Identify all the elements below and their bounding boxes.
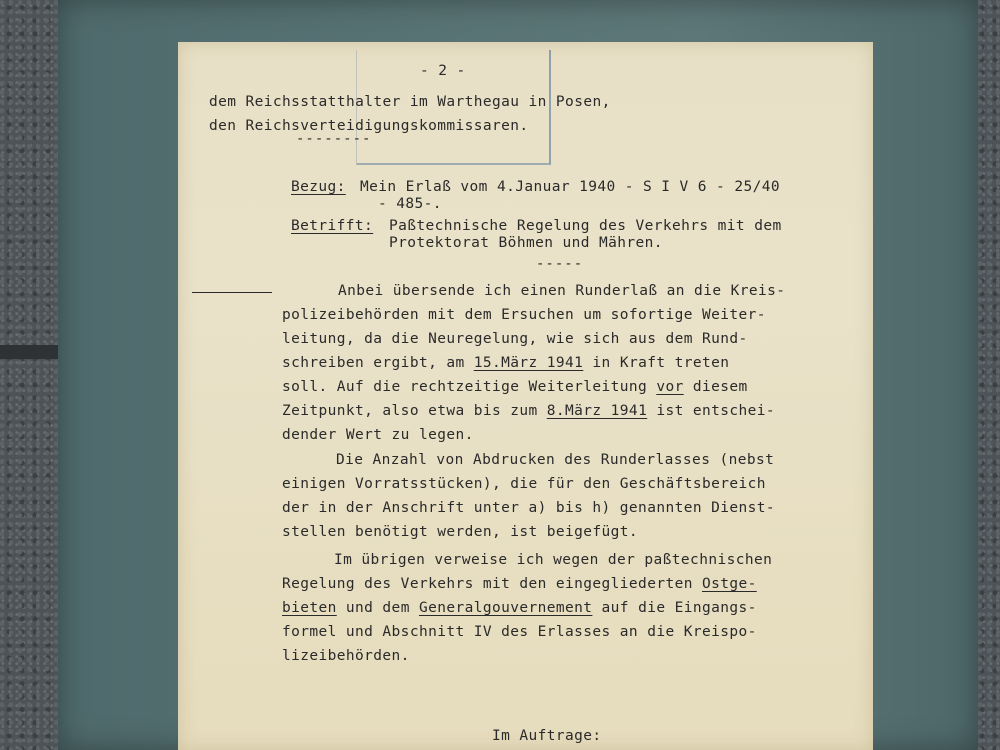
body-line: Anbei übersende ich einen Runderlaß an die Kreis- xyxy=(338,283,786,299)
underlined-word: Ostge- xyxy=(701,576,757,592)
underlined-date: 8.März 1941 xyxy=(546,403,648,419)
body-line: polizeibehörden mit dem Ersuchen um sofortige Weiter- xyxy=(282,307,766,323)
body-line: einigen Vorratsstücken), die für den Geschäftsbereich xyxy=(282,476,766,492)
body-line: Im übrigen verweise ich wegen der paßtechnischen xyxy=(334,552,773,568)
body-line: Zeitpunkt, also etwa bis zum 8.März 1941 ist entschei- xyxy=(282,403,776,419)
body-line: bieten und dem Generalgouvernement auf die Eingangs- xyxy=(282,600,757,616)
separator: ----- xyxy=(536,256,584,272)
body-line: Die Anzahl von Abdrucken des Runderlasses (nebst xyxy=(336,452,775,468)
betrifft-label: Betrifft: xyxy=(291,218,374,234)
underlined-word: bieten xyxy=(282,600,337,616)
body-line: Regelung des Verkehrs mit den eingegliederten Ostge- xyxy=(282,576,757,592)
margin-line xyxy=(192,292,272,293)
separator: -------- xyxy=(296,131,372,147)
bezug-label: Bezug: xyxy=(291,179,346,195)
body-line: lizeibehörden. xyxy=(282,648,410,664)
body-line: dender Wert zu legen. xyxy=(282,427,474,443)
body-line: der in der Anschrift unter a) bis h) genannten Dienst- xyxy=(282,500,776,516)
addressee-line: dem Reichsstatthalter im Warthegau in Posen, xyxy=(209,94,611,110)
body-line: leitung, da die Neuregelung, wie sich aus dem Rund- xyxy=(282,331,748,347)
bezug-text: Mein Erlaß vom 4.Januar 1940 - S I V 6 - 25/40 xyxy=(360,179,780,195)
bezug-text: - 485-. xyxy=(378,196,442,212)
closing-line: Im Auftrage: xyxy=(492,728,602,744)
body-line: formel und Abschnitt IV des Erlasses an die Kreispo- xyxy=(282,624,757,640)
body-line: stellen benötigt werden, ist beigefügt. xyxy=(282,524,639,540)
underlined-date: 15.März 1941 xyxy=(473,355,584,371)
body-line: soll. Auf die rechtzeitige Weiterleitung vor diesem xyxy=(282,379,748,395)
page-number: - 2 - xyxy=(420,63,466,79)
body-line: schreiben ergibt, am 15.März 1941 in Kraft treten xyxy=(282,355,730,371)
underlined-word: Generalgouvernement xyxy=(418,600,593,616)
addressee-line: den Reichsverteidigungskommissaren. xyxy=(209,118,529,134)
underlined-word: vor xyxy=(656,379,684,395)
betrifft-text: Paßtechnische Regelung des Verkehrs mit dem xyxy=(389,218,782,234)
betrifft-text: Protektorat Böhmen und Mähren. xyxy=(389,235,663,251)
